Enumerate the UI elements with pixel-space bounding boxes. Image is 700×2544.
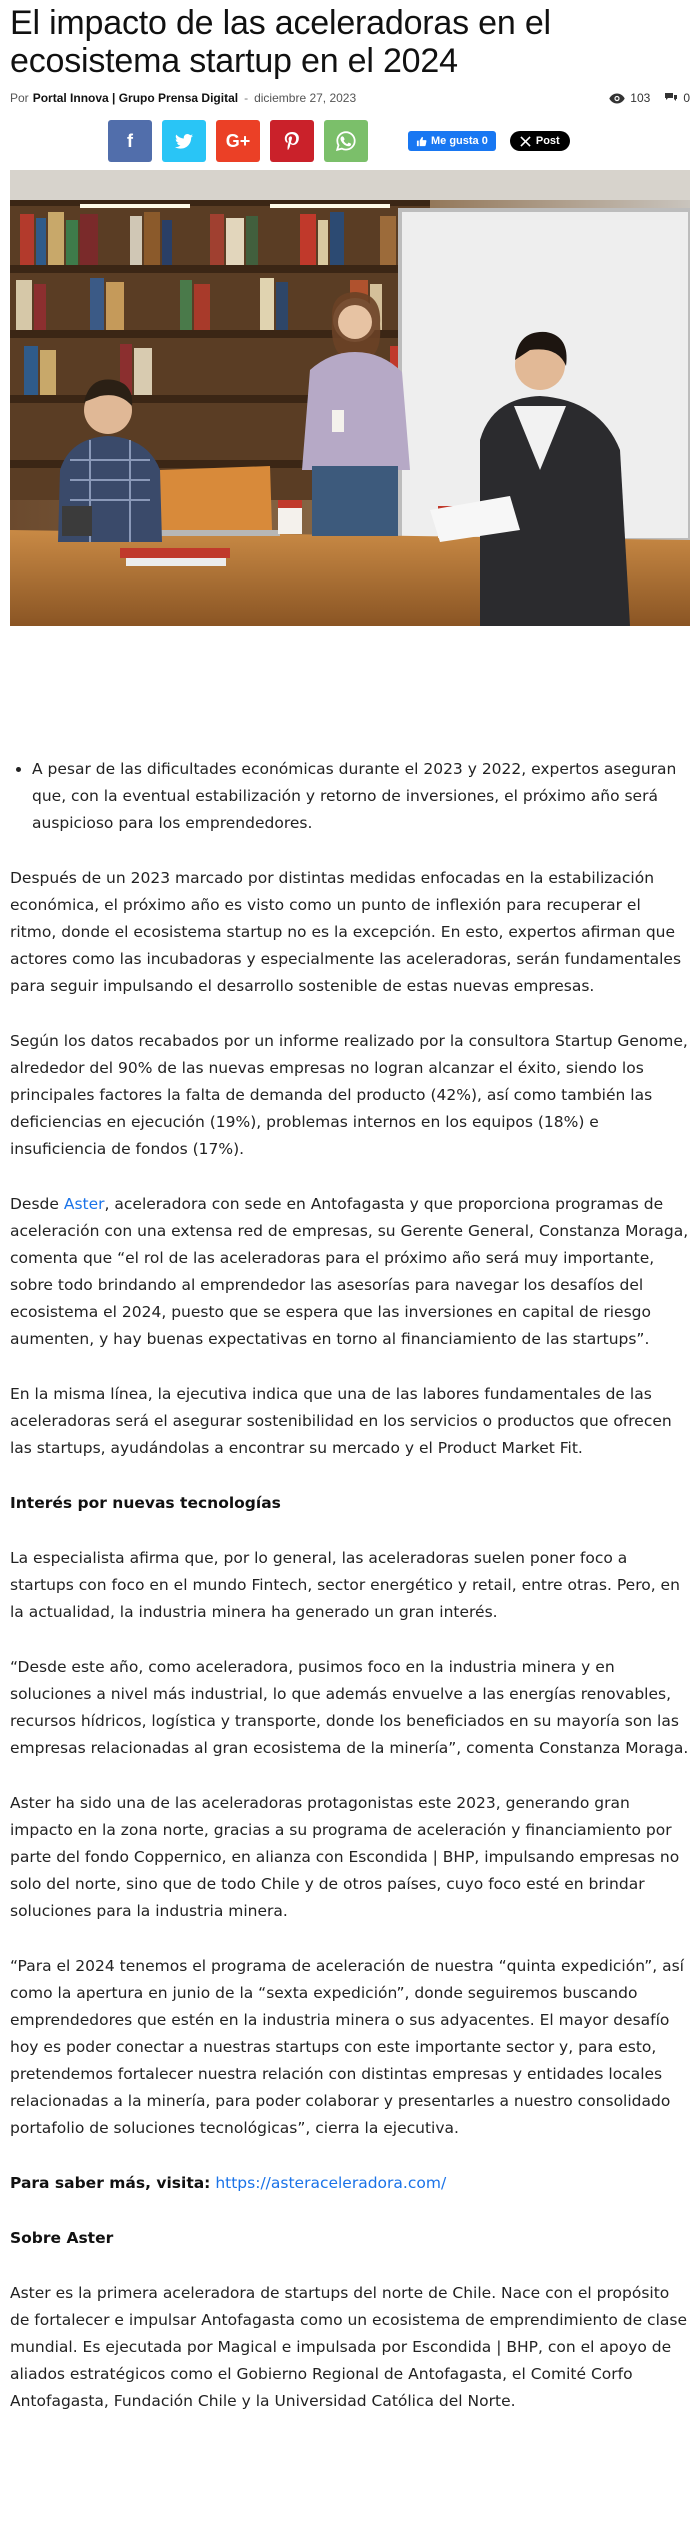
- google-plus-share-button[interactable]: [216, 120, 260, 162]
- paragraph-9: Aster es la primera aceleradora de startups del norte de Chile. Nace con el propósito de fortalecer e impulsar Antofagasta como un ecosistema de emprendimiento de clase mundial. Es ejecutada por Magical e impulsada por Escondida | BHP, con el apoyo de aliados estratégicos como el Gobierno Regional de Antofagasta, el Comité Corfo Antofagasta, Fundación Chile y la Universidad Católica del Norte.: [10, 2284, 687, 2410]
- views-count: 103: [630, 91, 651, 105]
- x-logo-icon: [520, 136, 531, 147]
- publish-date: diciembre 27, 2023: [254, 91, 357, 105]
- twitter-share-button[interactable]: [162, 120, 206, 162]
- summary-list: [10, 756, 690, 837]
- pinterest-share-button[interactable]: [270, 120, 314, 162]
- whatsapp-icon: [336, 131, 356, 151]
- comments-icon: [664, 92, 678, 104]
- summary-bullet: • A pesar de las dificultades económicas durante el 2023 y 2022, expertos aseguran que, con la eventual estabilización y retorno de inversiones, el próximo año será auspicioso para los emprendedores.: [32, 756, 690, 837]
- comments-counter[interactable]: [664, 91, 690, 105]
- by-label: Por: [10, 91, 29, 105]
- eye-icon: [609, 93, 625, 104]
- pinterest-icon: [284, 132, 300, 150]
- aster-link[interactable]: Aster: [63, 1195, 105, 1213]
- views-counter: [609, 91, 650, 105]
- twitter-icon: [175, 134, 193, 149]
- whatsapp-share-button[interactable]: [324, 120, 368, 162]
- section-heading-about: Sobre Aster: [10, 2229, 114, 2247]
- paragraph-3: [10, 1191, 690, 1353]
- google-plus-icon: G+: [225, 130, 251, 151]
- article-title: El impacto de las aceleradoras en el ecosistema startup en el 2024: [10, 4, 551, 80]
- paragraph-5: La especialista afirma que, por lo general, las aceleradoras suelen poner foco a startups con foco en el mundo Fintech, sector energético y retail, entre otras. Pero, en la actualidad, la industria minera ha generado un gran interés.: [10, 1549, 680, 1621]
- comments-count: 0: [683, 91, 690, 105]
- hero-image: [10, 170, 690, 626]
- paragraph-8: “Para el 2024 tenemos el programa de aceleración de nuestra “quinta expedición”, así como la apertura en junio de la “sexta expedición”, donde seguiremos buscando emprendedores que estén en la industria minera o sus adyacentes. El mayor desafío hoy es poder conectar a nuestras startups con este importante sector y, para esto, pretendemos fortalecer nuestra relación con distintas empresas y entidades locales relacionadas a la minería, para poder colaborar y presentarles a nuestro consolidado portafolio de soluciones tecnológicas”, cierra la ejecutiva.: [10, 1957, 684, 2137]
- thumbs-up-icon: [416, 136, 427, 147]
- more-info-label: Para saber más, visita:: [10, 2174, 211, 2192]
- post-label: Post: [535, 135, 560, 147]
- x-post-button[interactable]: [510, 131, 570, 151]
- facebook-like-button[interactable]: [408, 131, 496, 151]
- article-body: [10, 756, 690, 2415]
- paragraph-4: En la misma línea, la ejecutiva indica que una de las labores fundamentales de las aceleradoras será el asegurar sostenibilidad en los servicios o productos que ofrecen las startups, ayudándolas a encontrar su mercado y el Product Market Fit.: [10, 1385, 672, 1457]
- section-heading-technologies: Interés por nuevas tecnologías: [10, 1494, 281, 1512]
- facebook-icon: f: [127, 130, 133, 151]
- paragraph-3-lead: Desde: [10, 1195, 64, 1213]
- paragraph-1: Después de un 2023 marcado por distintas medidas enfocadas en la estabilización económica, el próximo año es visto como un punto de inflexión para recuperar el ritmo, donde el ecosistema startup no es la excepción. En esto, expertos afirman que actores como las incubadoras y especialmente las aceleradoras, serán fundamentales para seguir impulsando el desarrollo sostenible de estas nuevas empresas.: [10, 869, 682, 995]
- like-label: Me gusta 0: [431, 135, 488, 147]
- aster-website-link[interactable]: https://asteraceleradora.com/: [215, 2174, 447, 2192]
- more-info-line: [10, 2170, 690, 2197]
- facebook-share-button[interactable]: [108, 120, 152, 162]
- article-meta: [10, 86, 690, 110]
- paragraph-3-rest: , aceleradora con sede en Antofagasta y que proporciona programas de aceleración con una extensa red de empresas, su Gerente General, Constanza Moraga, comenta que “el rol de las aceleradoras para el próximo año será muy importante, sobre todo brindando al emprendedor las asesorías para navegar los desafíos del ecosistema el 2024, puesto que se espera que las inversiones en capital de riesgo aumenten, y hay buenas expectativas en torno al financiamiento de las startups”.: [10, 1195, 689, 1348]
- paragraph-6: “Desde este año, como aceleradora, pusimos foco en la industria minera y en soluciones a nivel más industrial, lo que además envuelve a las energías renovables, recursos hídricos, logística y transporte, donde los beneficiados en su mayoría son las empresas relacionadas al gran ecosistema de la minería”, comenta Constanza Moraga.: [10, 1658, 689, 1757]
- share-bar: [10, 118, 690, 164]
- meta-separator: -: [244, 91, 249, 105]
- paragraph-2: Según los datos recabados por un informe realizado por la consultora Startup Genome, alrededor del 90% de las nuevas empresas no logran alcanzar el éxito, siendo los principales factores la falta de demanda del producto (42%), así como también las deficiencias en ejecución (19%), problemas internos en los equipos (18%) e insuficiencia de fondos (17%).: [10, 1032, 688, 1158]
- paragraph-7: Aster ha sido una de las aceleradoras protagonistas este 2023, generando gran impacto en la zona norte, gracias a su programa de aceleración y financiamiento por parte del fondo Coppernico, en alianza con Escondida | BHP, impulsando empresas no solo del norte, sino que de todo Chile y de otros países, cuyo foco esté en brindar soluciones para la industria minera.: [10, 1794, 680, 1920]
- author-link[interactable]: Portal Innova | Grupo Prensa Digital: [32, 91, 239, 105]
